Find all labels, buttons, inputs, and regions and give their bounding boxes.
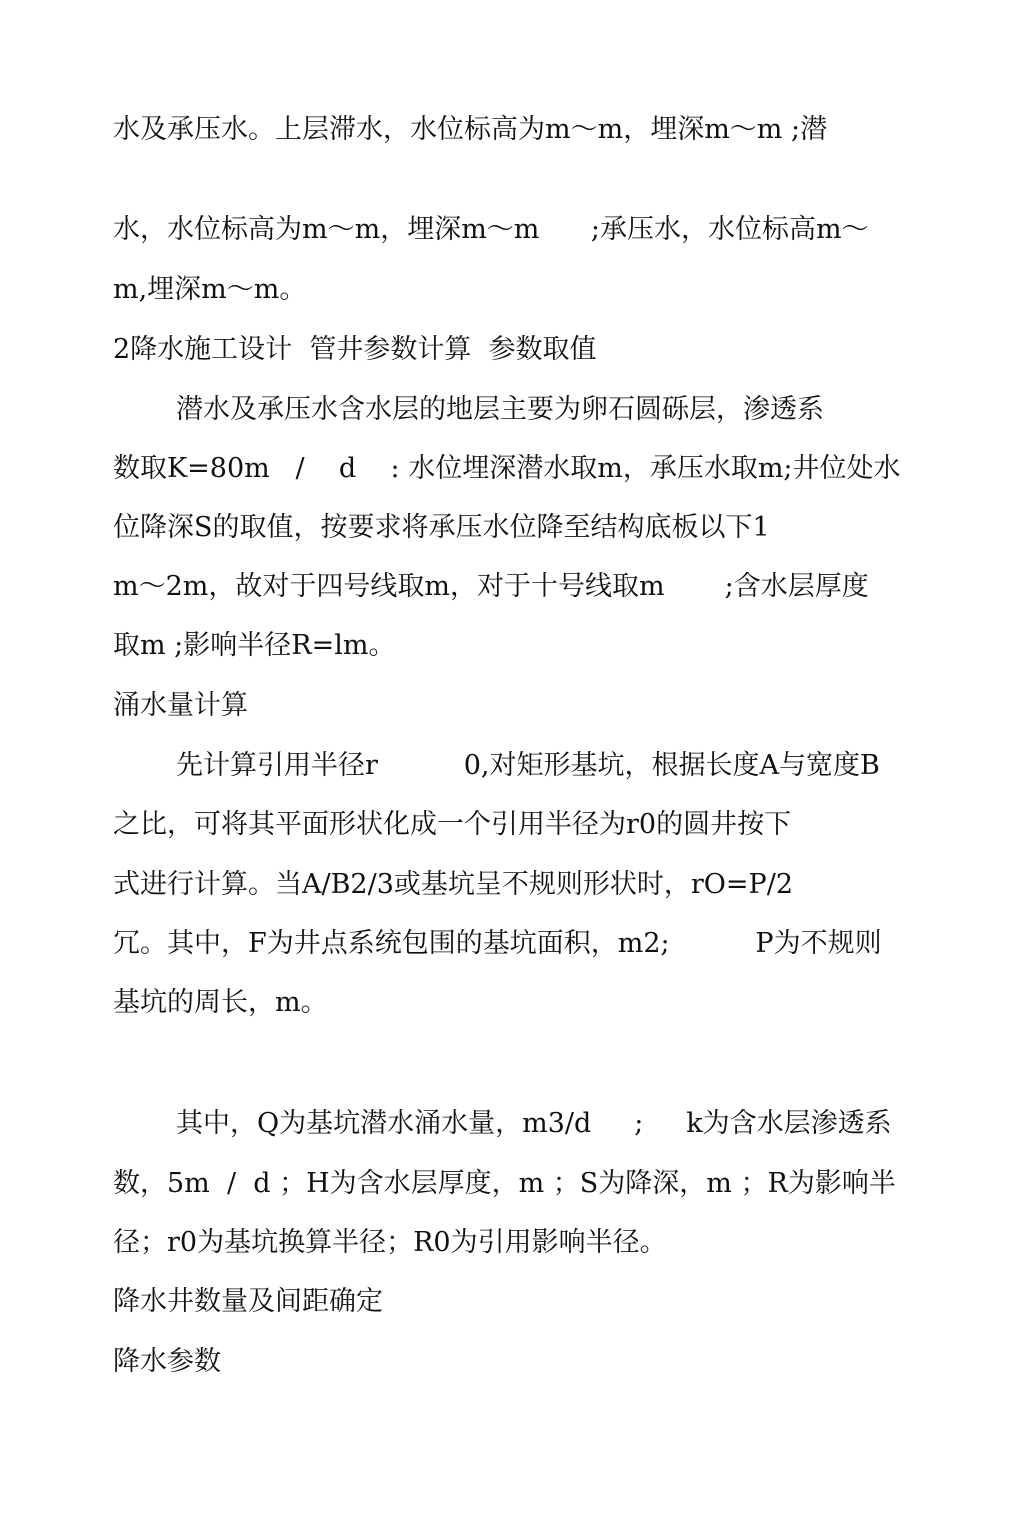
section-heading: 降水井数量及间距确定 [113, 1286, 383, 1317]
paragraph-start: 先计算引用半径r 0,对矩形基坑，根据长度A与宽度B [176, 750, 880, 781]
text-line: 水，水位标高为m～m，埋深m～m ;承压水，水位标高m～ [113, 214, 869, 245]
text-line: 基坑的周长，m。 [113, 987, 328, 1018]
text-line: 水及承压水。上层滞水，水位标高为m～m，埋深m～m ;潜 [113, 114, 828, 145]
text-line: m～2m，故对于四号线取m，对于十号线取m ;含水层厚度 [113, 571, 869, 602]
section-heading: 涌水量计算 [113, 690, 248, 721]
text-line: 数，5m / d ；H为含水层厚度，m ；S为降深，m ；R为影响半 [113, 1168, 896, 1199]
text-line: 位降深S的取值，按要求将承压水位降至结构底板以下1 [113, 512, 770, 543]
text-line: 式进行计算。当A/B2/3或基坑呈不规则形状时，rO=P/2 [113, 869, 793, 900]
text-line: 数取K=80m / d : 水位埋深潜水取m，承压水取m;井位处水 [113, 453, 901, 484]
text-line: 径；r0为基坑换算半径；R0为引用影响半径。 [113, 1227, 667, 1258]
text-line: 冗。其中，F为井点系统包围的基坑面积，m2; P为不规则 [113, 928, 882, 959]
text-line: m,埋深m～m。 [113, 274, 307, 305]
paragraph-start: 其中，Q为基坑潜水涌水量，m3/d ; k为含水层渗透系 [176, 1108, 892, 1139]
text-line: 之比，可将其平面形状化成一个引用半径为r0的圆井按下 [113, 809, 792, 840]
paragraph-start: 潜水及承压水含水层的地层主要为卵石圆砾层，渗透系 [176, 394, 824, 425]
text-line: 取m ;影响半径R=lm。 [113, 630, 396, 661]
section-heading: 2降水施工设计 管井参数计算 参数取值 [113, 334, 597, 365]
section-heading: 降水参数 [113, 1346, 221, 1377]
